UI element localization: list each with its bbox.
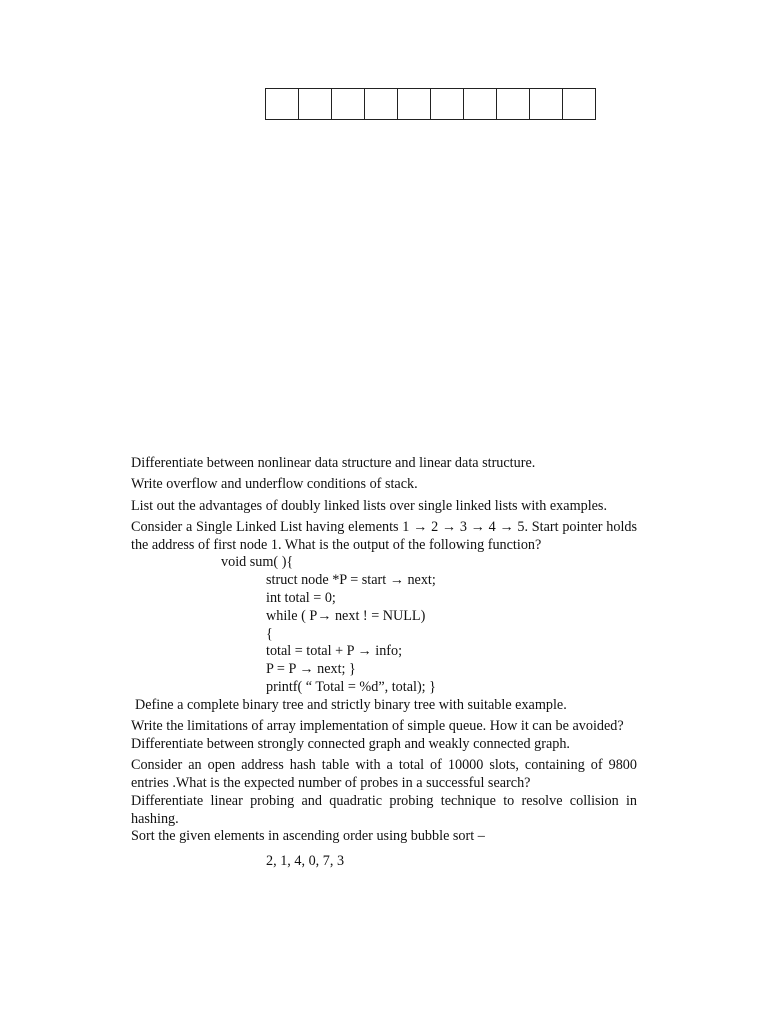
array-cell — [529, 88, 563, 120]
question-list — [131, 455, 637, 871]
code-line: void sum( ){ — [221, 554, 294, 571]
array-cell — [430, 88, 464, 120]
question-5: Define a complete binary tree and strictly binary tree with suitable example. — [135, 696, 567, 713]
array-cell — [265, 88, 299, 120]
array-cell — [562, 88, 596, 120]
bubble-sort-values: 2, 1, 4, 0, 7, 3 — [266, 853, 345, 870]
question-7: Differentiate between strongly connected graph and weakly connected graph. — [131, 735, 570, 752]
array-cells-diagram — [265, 88, 596, 120]
code-line: { — [266, 625, 273, 642]
code-line: while ( P→ next ! = NULL) — [266, 607, 426, 624]
question-3: List out the advantages of doubly linked lists over single linked lists with examples. — [131, 497, 608, 514]
code-line: int total = 0; — [266, 590, 336, 607]
question-1: Differentiate between nonlinear data structure and linear data structure. — [131, 455, 536, 471]
code-line: P = P → next; } — [266, 661, 356, 678]
array-cell — [463, 88, 497, 120]
array-cell — [397, 88, 431, 120]
question-6: Write the limitations of array implementation of simple queue. How it can be avoided? — [131, 718, 624, 735]
question-2: Write overflow and underflow conditions of stack. — [131, 476, 418, 493]
array-cell — [364, 88, 398, 120]
array-cell — [331, 88, 365, 120]
code-line: printf( “ Total = %d”, total); } — [266, 679, 436, 696]
question-9: Differentiate linear probing and quadratic probing technique to resolve collision in hashing. — [131, 792, 637, 827]
array-cell — [298, 88, 332, 120]
code-snippet — [131, 554, 637, 696]
question-10: Sort the given elements in ascending order using bubble sort – — [131, 828, 485, 845]
code-line: total = total + P → info; — [266, 643, 403, 660]
code-line: struct node *P = start → next; — [266, 572, 436, 589]
question-8: Consider an open address hash table with a total of 10000 slots, containing of 9800 entries .What is the expected number of probes in a successful search? — [131, 757, 637, 792]
array-cell — [496, 88, 530, 120]
question-4: Consider a Single Linked List having elements 1 → 2 → 3 → 4 → 5. Start pointer holds the address of first node 1. What is the output of the following function? — [131, 518, 637, 553]
